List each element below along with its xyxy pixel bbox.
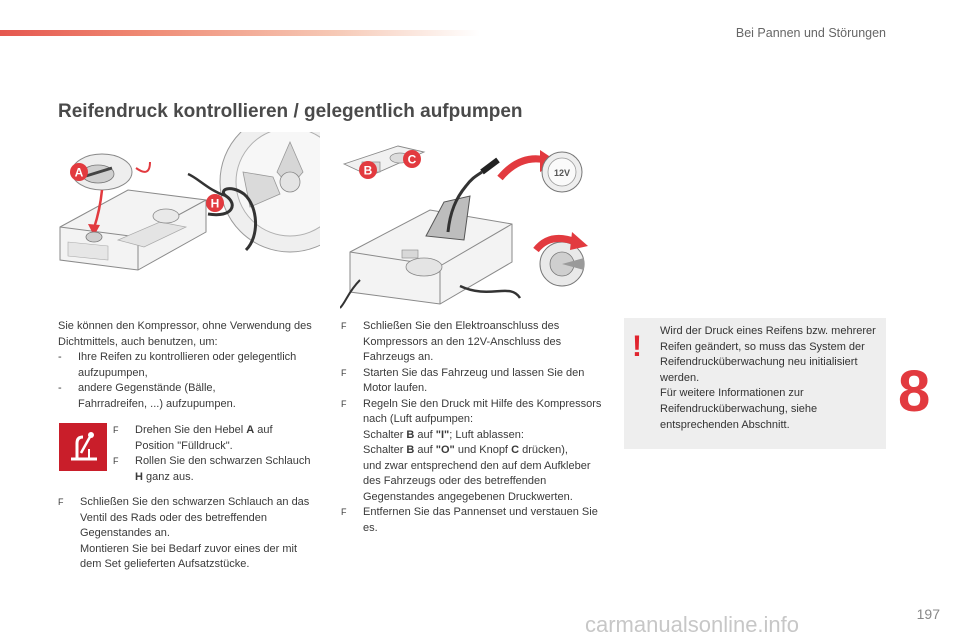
figure-label-c: C (407, 152, 417, 167)
steps-hose (58, 495, 320, 573)
column-left (58, 319, 322, 412)
watermark: carmanualsonline.info (585, 612, 800, 637)
list-item: - andere Gegenstände (Bälle, Fahrradreifen, ...) aufzupumpen. (58, 382, 236, 410)
page-number: 197 (916, 606, 940, 622)
intro-text: Sie können den Kompressor, ohne Verwendung des Dichtmittels, auch benutzen, um: (58, 320, 312, 348)
warning-box (624, 318, 886, 449)
header-accent-bar (0, 30, 480, 36)
warning-icon: ! (632, 330, 642, 363)
warning-text: Wird der Druck eines Reifens bzw. mehrerer Reifen geändert, so muss das System der Reifendrucküberwachung neu initialisiert werden. Für weitere Informationen zur Reifendrucküberwachung, siehe entsprechenden Abschnitt. (660, 325, 876, 431)
list-item: F Rollen Sie den schwarzen Schlauch H ganz aus. (113, 455, 311, 483)
figure-label-h: H (210, 196, 220, 211)
steps-lever (113, 423, 313, 485)
tool-icon-box (59, 423, 107, 471)
list-item: F Schließen Sie den schwarzen Schlauch an das Ventil des Rads oder des betreffenden Gegenstandes an. (58, 496, 310, 539)
compressor-hose-illustration (58, 132, 320, 272)
list-item: - Ihre Reifen zu kontrollieren oder gelegentlich aufzupumpen, (58, 351, 297, 379)
compressor-socket-illustration (340, 132, 602, 310)
column-middle (341, 319, 603, 536)
note-text: Montieren Sie bei Bedarf zuvor eines der mit dem Set gelieferten Aufsatzstücke. (80, 542, 298, 570)
list-item: F Entfernen Sie das Pannenset und verstauen Sie es. (341, 506, 598, 534)
chapter-number: 8 (898, 359, 931, 424)
figure-label-b: B (363, 163, 373, 178)
list-item: F Schließen Sie den Elektroanschluss des Kompressors an den 12V-Anschluss des Fahrzeugs an. (341, 320, 562, 363)
list-item: F Starten Sie das Fahrzeug und lassen Sie den Motor laufen. (341, 366, 585, 394)
list-item: F Drehen Sie den Hebel A auf Position "Fülldruck". (113, 424, 273, 452)
page-title: Reifendruck kontrollieren / gelegentlich aufpumpen (58, 101, 523, 122)
figure-label-a: A (74, 165, 84, 180)
socket-12v-label: 12V (553, 168, 571, 178)
list-item: F Regeln Sie den Druck mit Hilfe des Kompressors nach (Luft aufpumpen: Schalter B auf "I"; Luft ablassen: Schalter B auf "O" und Knopf C drücken), und zwar entsprechend den auf dem Aufkleber des Fahrzeugs oder des betreffenden Gegenstandes angegebenen Druckwerten. (341, 397, 602, 503)
compressor-lever-icon (59, 423, 107, 471)
section-title: Bei Pannen und Störungen (735, 26, 886, 40)
